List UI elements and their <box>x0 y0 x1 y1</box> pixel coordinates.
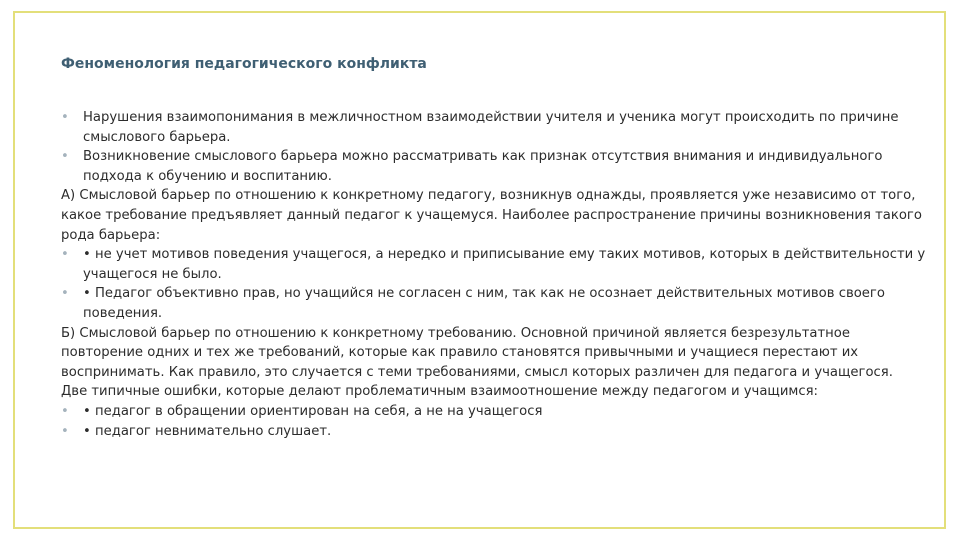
bullet-marker: • <box>61 423 69 439</box>
paragraph: Две типичные ошибки, которые делают проблематичным взаимоотношение между педагогом и учащимся: <box>61 384 818 400</box>
bullet-item <box>61 422 931 442</box>
slide-title: Феноменология педагогического конфликта <box>61 56 427 72</box>
paragraph: А) Смысловой барьер по отношению к конкретному педагогу, возникнув однажды, проявляется уже независимо от того, какое требование предъявляет данный педагог к учащемуся. Наиболее распространение причины возникновения такого рода барьера: <box>61 188 922 243</box>
bullet-marker: • <box>61 286 69 302</box>
bullet-item <box>61 147 931 186</box>
bullet-marker: • <box>61 403 69 419</box>
bullet-text: • педагог невнимательно слушает. <box>83 423 332 439</box>
paragraph: Б) Смысловой барьер по отношению к конкретному требованию. Основной причиной является безрезультатное повторение одних и тех же требований, которые как правило становятся привычными и учащиеся перестают их воспринимать. Как правило, это случается с теми требованиями, смысл которых различен для педагога и учащегося. <box>61 325 893 380</box>
bullet-marker: • <box>61 110 69 125</box>
slide-body <box>61 108 931 441</box>
bullet-text: • педагог в обращении ориентирован на себя, а не на учащегося <box>83 403 543 419</box>
bullet-text: Возникновение смыслового барьера можно рассматривать как признак отсутствия внимания и индивидуального подхода к обучению и воспитанию. <box>83 149 883 184</box>
bullet-text: Нарушения взаимопонимания в межличностном взаимодействии учителя и ученика могут происходить по причине смыслового барьера. <box>83 110 899 145</box>
bullet-item <box>61 108 931 147</box>
bullet-text: • не учет мотивов поведения учащегося, а нередко и приписывание ему таких мотивов, которых в действительности у учащегося не было. <box>83 247 926 282</box>
bullet-item <box>61 284 931 323</box>
bullet-marker: • <box>61 149 69 165</box>
bullet-marker: • <box>61 247 69 263</box>
bullet-text: • Педагог объективно прав, но учащийся не согласен с ним, так как не осознает действительных мотивов своего поведения. <box>83 286 885 321</box>
bullet-item <box>61 245 931 284</box>
bullet-item <box>61 402 931 422</box>
